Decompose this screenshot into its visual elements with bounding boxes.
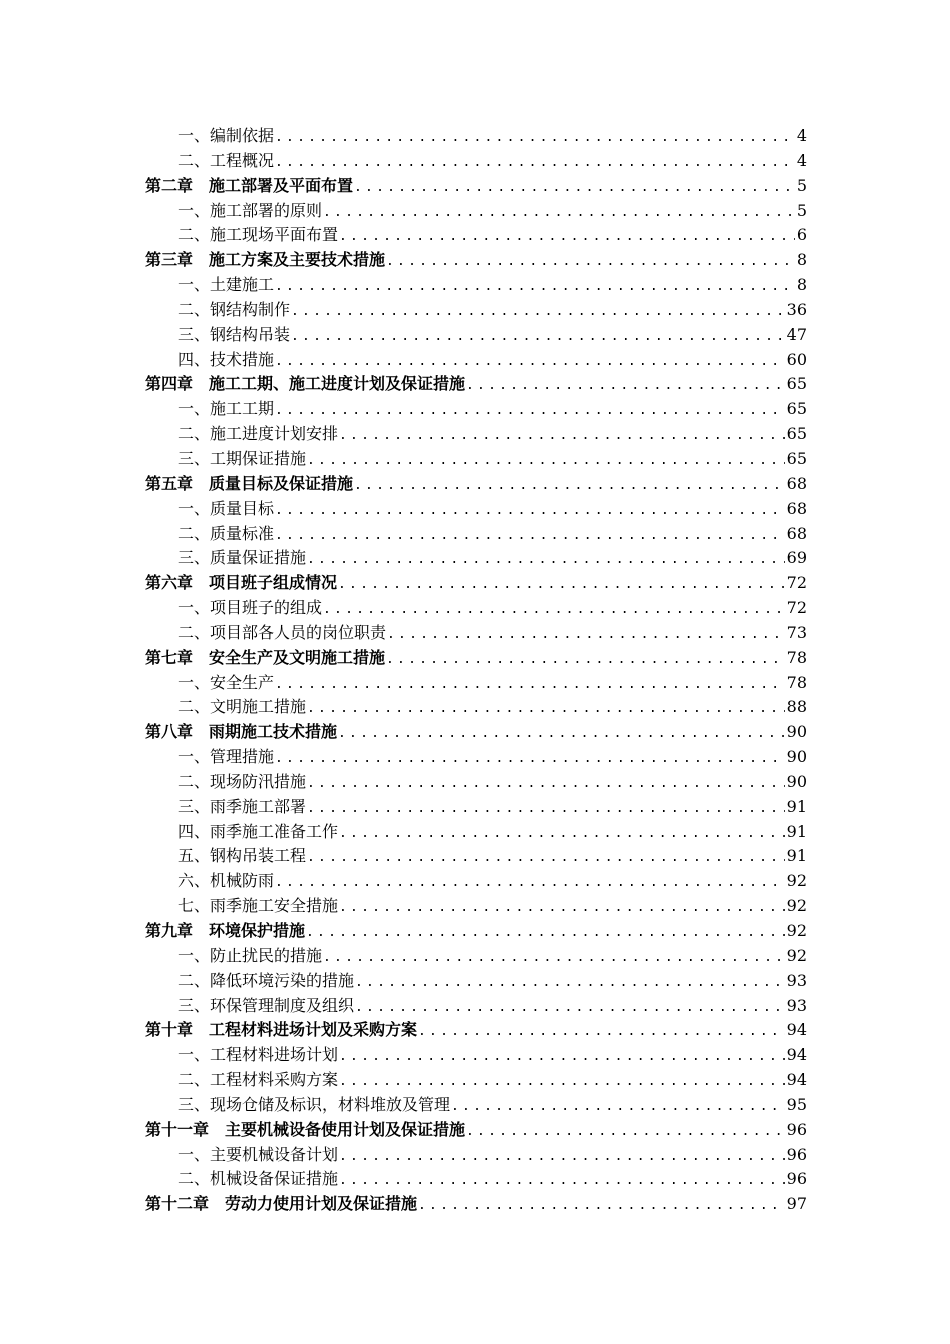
toc-entry-title: 一、项目班子的组成	[178, 598, 323, 618]
toc-page-number: 93	[786, 970, 807, 990]
toc-page-number: 93	[786, 995, 807, 1015]
toc-page-number: 65	[786, 399, 807, 419]
toc-entry-title: 一、施工工期	[178, 399, 275, 419]
toc-section-entry[interactable]	[145, 273, 807, 298]
toc-page-number: 91	[786, 846, 807, 866]
toc-dot-leader	[451, 1095, 785, 1118]
toc-dot-leader	[338, 573, 785, 596]
toc-entry-title: 第十二章 劳动力使用计划及保证措施	[145, 1194, 418, 1214]
toc-dot-leader	[275, 747, 785, 770]
toc-page-number: 92	[786, 945, 807, 965]
toc-page-number: 5	[796, 200, 807, 220]
toc-section-entry[interactable]	[145, 298, 807, 323]
toc-dot-leader	[307, 449, 785, 472]
toc-dot-leader	[275, 151, 795, 174]
toc-page-number: 78	[786, 672, 807, 692]
toc-dot-leader	[307, 846, 785, 869]
toc-section-entry[interactable]	[145, 422, 807, 447]
toc-page-number: 95	[786, 1094, 807, 1114]
toc-dot-leader	[339, 822, 785, 845]
toc-dot-leader	[323, 946, 785, 969]
toc-dot-leader	[338, 722, 785, 745]
toc-dot-leader	[291, 325, 785, 348]
toc-dot-leader	[275, 673, 785, 696]
toc-entry-title: 一、质量目标	[178, 498, 275, 518]
toc-entry-title: 二、施工进度计划安排	[178, 424, 339, 444]
toc-page-number: 4	[796, 126, 807, 145]
toc-section-entry[interactable]	[145, 621, 807, 646]
toc-entry-title: 一、工程材料进场计划	[178, 1045, 339, 1065]
toc-dot-leader	[275, 524, 785, 547]
toc-page-number: 92	[786, 921, 807, 940]
toc-section-entry[interactable]	[145, 770, 807, 795]
toc-page-number: 36	[786, 299, 807, 319]
toc-entry-title: 一、施工部署的原则	[178, 200, 323, 220]
toc-page-number: 94	[786, 1070, 807, 1090]
toc-section-entry[interactable]	[145, 546, 807, 571]
toc-section-entry[interactable]	[145, 695, 807, 720]
toc-chapter-entry[interactable]	[145, 720, 807, 745]
toc-entry-title: 四、雨季施工准备工作	[178, 821, 339, 841]
toc-dot-leader	[339, 1169, 785, 1192]
toc-entry-title: 五、钢构吊装工程	[178, 846, 307, 866]
toc-entry-title: 二、施工现场平面布置	[178, 225, 339, 245]
toc-section-entry[interactable]	[145, 820, 807, 845]
toc-entry-title: 一、主要机械设备计划	[178, 1144, 339, 1164]
toc-page-number: 94	[786, 1045, 807, 1065]
toc-entry-title: 二、机械设备保证措施	[178, 1169, 339, 1189]
toc-dot-leader	[323, 201, 795, 224]
toc-page-number: 97	[786, 1194, 807, 1214]
toc-chapter-entry[interactable]	[145, 1118, 807, 1143]
toc-page-number: 91	[786, 821, 807, 841]
toc-page-number: 5	[796, 175, 807, 195]
toc-page-number: 72	[786, 573, 807, 593]
toc-entry-title: 四、技术措施	[178, 349, 275, 369]
toc-section-entry[interactable]	[145, 497, 807, 522]
toc-entry-title: 二、文明施工措施	[178, 697, 307, 717]
toc-page-number: 90	[786, 771, 807, 791]
toc-chapter-entry[interactable]	[145, 472, 807, 497]
toc-page-number: 6	[796, 225, 807, 245]
toc-section-entry[interactable]	[145, 944, 807, 969]
toc-dot-leader	[307, 797, 785, 820]
toc-entry-title: 二、钢结构制作	[178, 299, 291, 319]
toc-dot-leader	[323, 598, 785, 621]
toc-section-entry[interactable]	[145, 124, 807, 149]
toc-chapter-entry[interactable]	[145, 174, 807, 199]
toc-page-number: 8	[796, 275, 807, 295]
toc-page-number: 96	[786, 1119, 807, 1139]
toc-entry-title: 二、现场防汛措施	[178, 771, 307, 791]
toc-entry-title: 七、雨季施工安全措施	[178, 896, 339, 916]
toc-dot-leader	[275, 126, 795, 149]
toc-section-entry[interactable]	[145, 745, 807, 770]
toc-page-number: 65	[786, 374, 807, 394]
toc-section-entry[interactable]	[145, 1043, 807, 1068]
toc-page-number: 47	[786, 324, 807, 344]
toc-dot-leader	[387, 623, 785, 646]
toc-section-entry[interactable]	[145, 869, 807, 894]
toc-page-number: 91	[786, 796, 807, 816]
toc-dot-leader	[307, 772, 785, 795]
toc-chapter-entry[interactable]	[145, 919, 807, 944]
toc-dot-leader	[275, 275, 795, 298]
toc-page-number: 92	[786, 896, 807, 916]
toc-section-entry[interactable]	[145, 1167, 807, 1192]
toc-dot-leader	[339, 225, 795, 248]
toc-page-number: 88	[786, 697, 807, 717]
toc-page-number: 68	[786, 498, 807, 518]
toc-section-entry[interactable]	[145, 795, 807, 820]
toc-entry-title: 一、土建施工	[178, 275, 275, 295]
toc-section-entry[interactable]	[145, 1093, 807, 1118]
toc-dot-leader	[355, 996, 785, 1019]
toc-entry-title: 三、质量保证措施	[178, 548, 307, 568]
toc-dot-leader	[466, 1120, 785, 1143]
toc-page-number: 68	[786, 523, 807, 543]
toc-dot-leader	[339, 1070, 785, 1093]
toc-chapter-entry[interactable]	[145, 248, 807, 273]
toc-dot-leader	[275, 871, 785, 894]
toc-page-number: 69	[786, 548, 807, 568]
toc-dot-leader	[307, 548, 785, 571]
toc-dot-leader	[275, 399, 785, 422]
toc-page-number: 78	[786, 647, 807, 667]
toc-dot-leader	[418, 1020, 785, 1043]
toc-page-number: 90	[786, 747, 807, 767]
toc-dot-leader	[418, 1194, 785, 1217]
toc-dot-leader	[275, 350, 785, 373]
toc-section-entry[interactable]	[145, 671, 807, 696]
toc-entry-title: 第七章 安全生产及文明施工措施	[145, 647, 386, 667]
toc-entry-title: 二、工程概况	[178, 150, 275, 170]
toc-dot-leader	[306, 921, 785, 944]
toc-entry-title: 第六章 项目班子组成情况	[145, 573, 338, 593]
toc-entry-title: 一、防止扰民的措施	[178, 945, 323, 965]
toc-section-entry[interactable]	[145, 223, 807, 248]
toc-section-entry[interactable]	[145, 348, 807, 373]
toc-dot-leader	[275, 499, 785, 522]
toc-entry-title: 三、雨季施工部署	[178, 796, 307, 816]
toc-section-entry[interactable]	[145, 149, 807, 174]
toc-section-entry[interactable]	[145, 969, 807, 994]
toc-entry-title: 第二章 施工部署及平面布置	[145, 175, 354, 195]
toc-dot-leader	[291, 300, 785, 323]
toc-chapter-entry[interactable]	[145, 571, 807, 596]
toc-dot-leader	[386, 648, 785, 671]
toc-section-entry[interactable]	[145, 894, 807, 919]
toc-dot-leader	[339, 896, 785, 919]
toc-section-entry[interactable]	[145, 323, 807, 348]
toc-section-entry[interactable]	[145, 522, 807, 547]
toc-page-number: 92	[786, 871, 807, 891]
toc-page-number: 65	[786, 448, 807, 468]
toc-section-entry[interactable]	[145, 596, 807, 621]
toc-entry-title: 第四章 施工工期、施工进度计划及保证措施	[145, 374, 466, 394]
toc-entry-title: 一、安全生产	[178, 672, 275, 692]
toc-entry-title: 第五章 质量目标及保证措施	[145, 473, 354, 493]
toc-dot-leader	[386, 250, 795, 273]
toc-dot-leader	[339, 1045, 785, 1068]
toc-page-number: 4	[796, 150, 807, 170]
toc-chapter-entry[interactable]	[145, 646, 807, 671]
toc-entry-title: 二、降低环境污染的措施	[178, 970, 355, 990]
toc-dot-leader	[354, 474, 785, 497]
toc-page-number: 96	[786, 1144, 807, 1164]
toc-entry-title: 一、编制依据	[178, 126, 275, 145]
toc-entry-title: 二、工程材料采购方案	[178, 1070, 339, 1090]
toc-entry-title: 一、管理措施	[178, 747, 275, 767]
toc-entry-title: 第九章 环境保护措施	[145, 921, 306, 940]
toc-entry-title: 三、环保管理制度及组织	[178, 995, 355, 1015]
table-of-contents	[145, 124, 807, 1217]
toc-dot-leader	[339, 424, 785, 447]
toc-section-entry[interactable]	[145, 397, 807, 422]
toc-page-number: 60	[786, 349, 807, 369]
toc-section-entry[interactable]	[145, 447, 807, 472]
toc-chapter-entry[interactable]	[145, 372, 807, 397]
toc-page-number: 94	[786, 1020, 807, 1040]
toc-dot-leader	[466, 374, 785, 397]
toc-entry-title: 第十一章 主要机械设备使用计划及保证措施	[145, 1119, 466, 1139]
toc-entry-title: 第十章 工程材料进场计划及采购方案	[145, 1020, 418, 1040]
toc-chapter-entry[interactable]	[145, 1192, 807, 1217]
toc-entry-title: 三、工期保证措施	[178, 448, 307, 468]
toc-page-number: 8	[796, 250, 807, 270]
toc-page-number: 65	[786, 424, 807, 444]
toc-entry-title: 三、钢结构吊装	[178, 324, 291, 344]
toc-page-number: 73	[786, 622, 807, 642]
toc-dot-leader	[355, 971, 785, 994]
toc-entry-title: 六、机械防雨	[178, 871, 275, 891]
toc-chapter-entry[interactable]	[145, 1018, 807, 1043]
toc-section-entry[interactable]	[145, 844, 807, 869]
toc-entry-title: 三、现场仓储及标识，材料堆放及管理	[178, 1094, 451, 1114]
toc-dot-leader	[354, 176, 795, 199]
toc-entry-title: 二、质量标准	[178, 523, 275, 543]
toc-section-entry[interactable]	[145, 199, 807, 224]
toc-dot-leader	[339, 1145, 785, 1168]
toc-entry-title: 第八章 雨期施工技术措施	[145, 722, 338, 742]
toc-entry-title: 第三章 施工方案及主要技术措施	[145, 250, 386, 270]
toc-section-entry[interactable]	[145, 1068, 807, 1093]
toc-dot-leader	[307, 697, 785, 720]
toc-section-entry[interactable]	[145, 1143, 807, 1168]
toc-page-number: 96	[786, 1169, 807, 1189]
toc-page-number: 90	[786, 722, 807, 742]
toc-entry-title: 二、项目部各人员的岗位职责	[178, 622, 387, 642]
toc-section-entry[interactable]	[145, 994, 807, 1019]
toc-page-number: 68	[786, 473, 807, 493]
toc-page-number: 72	[786, 598, 807, 618]
